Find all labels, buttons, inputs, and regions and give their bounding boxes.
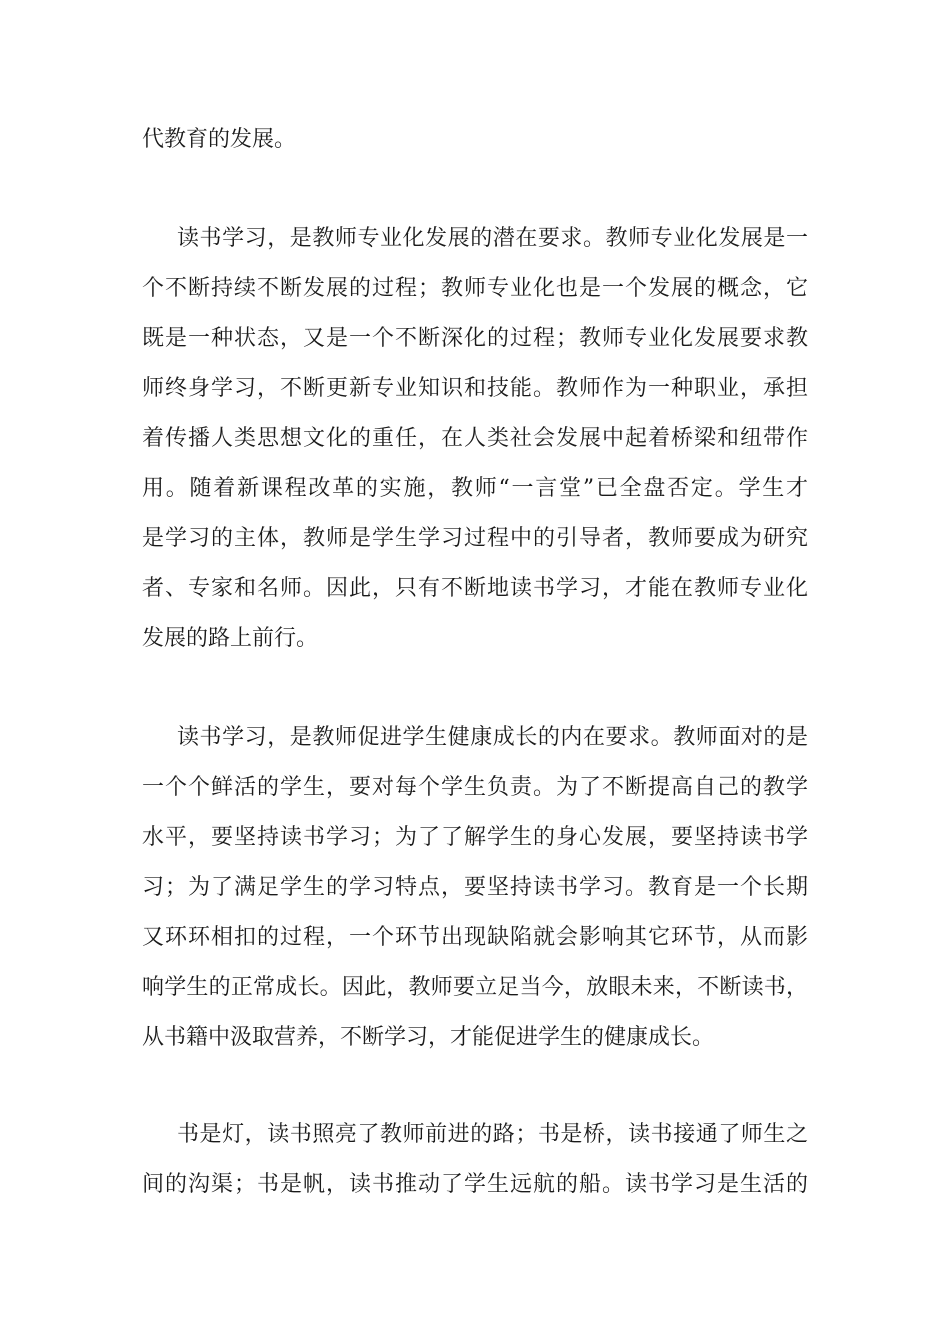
paragraph-line: 响学生的正常成长。因此，教师要立足当今，放眼未来，不断读书， (142, 975, 808, 1000)
paragraph-continuation (142, 115, 808, 165)
paragraph-line: 间的沟渠；书是帆，读书推动了学生远航的船。读书学习是生活的 (142, 1172, 808, 1197)
paragraph-line: 水平，要坚持读书学习；为了了解学生的身心发展，要坚持读书学 (142, 825, 808, 850)
paragraph-line: 着传播人类思想文化的重任，在人类社会发展中起着桥梁和纽带作 (142, 426, 808, 451)
paragraph-line: 从书籍中汲取营养，不断学习，才能促进学生的健康成长。 (142, 1025, 715, 1050)
paragraph-line: 既是一种状态，又是一个不断深化的过程；教师专业化发展要求教 (142, 326, 808, 351)
paragraph-line: 者、专家和名师。因此，只有不断地读书学习，才能在教师专业化 (142, 576, 808, 601)
paragraph-line: 读书学习，是教师促进学生健康成长的内在要求。教师面对的是 (177, 725, 808, 750)
paragraph-line: 师终身学习，不断更新专业知识和技能。教师作为一种职业，承担 (142, 376, 808, 401)
paragraph-line: 读书学习，是教师专业化发展的潜在要求。教师专业化发展是一 (177, 226, 808, 251)
paragraph-student-growth (142, 713, 808, 1063)
paragraph-line: 习；为了满足学生的学习特点，要坚持读书学习。教育是一个长期 (142, 875, 808, 900)
paragraph-line: 发展的路上前行。 (142, 626, 319, 651)
paragraph-books-metaphor (142, 1110, 808, 1210)
paragraph-line: 代教育的发展。 (142, 127, 297, 152)
paragraph-line: 是学习的主体，教师是学生学习过程中的引导者，教师要成为研究 (142, 526, 808, 551)
paragraph-professional-development (142, 214, 808, 664)
paragraph-line: 用。随着新课程改革的实施，教师“一言堂”已全盘否定。学生才 (142, 476, 808, 501)
paragraph-line: 一个个鲜活的学生，要对每个学生负责。为了不断提高自己的教学 (142, 775, 808, 800)
paragraph-line: 个不断持续不断发展的过程；教师专业化也是一个发展的概念，它 (142, 276, 808, 301)
paragraph-line: 又环环相扣的过程，一个环节出现缺陷就会影响其它环节，从而影 (142, 925, 808, 950)
paragraph-line: 书是灯，读书照亮了教师前进的路；书是桥，读书接通了师生之 (177, 1122, 808, 1147)
